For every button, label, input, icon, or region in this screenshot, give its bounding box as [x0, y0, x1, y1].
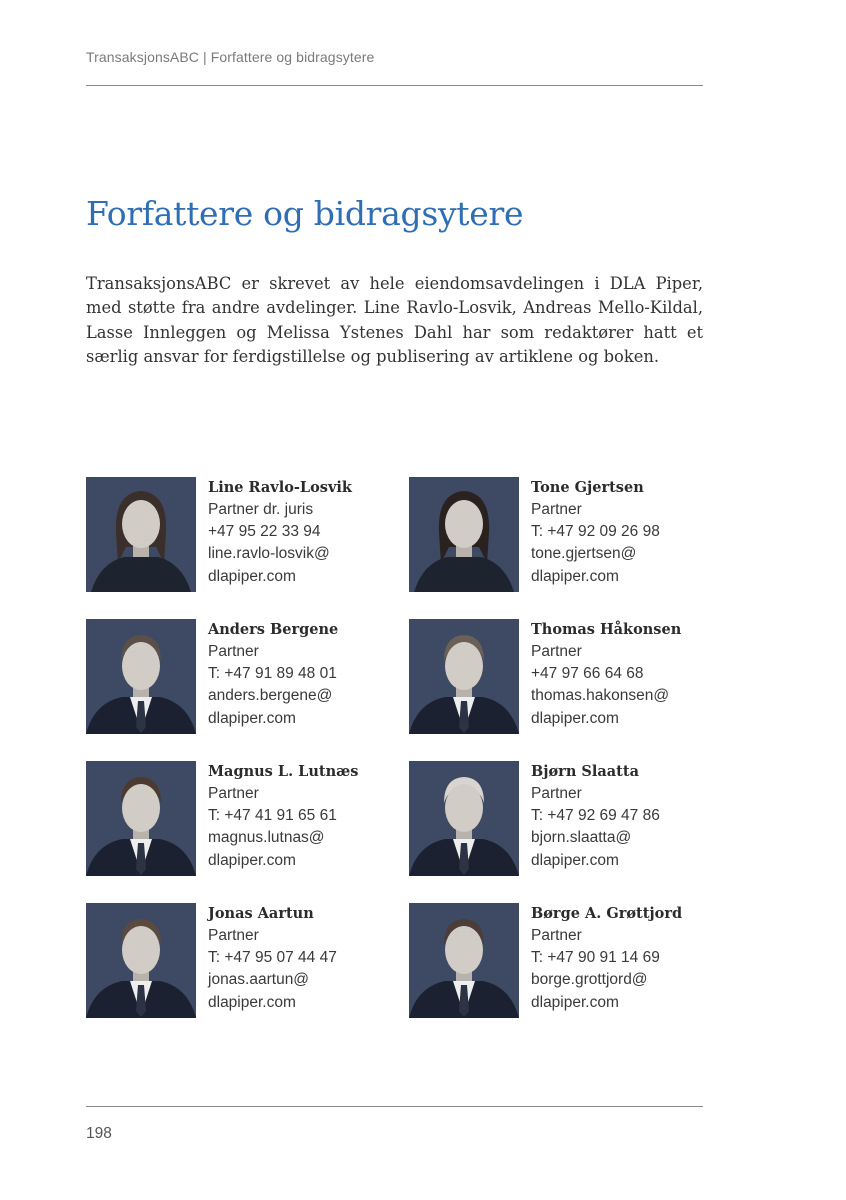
contributor-card — [86, 903, 386, 1019]
contributor-email-user[interactable]: borge.grottjord@ — [531, 971, 648, 989]
portrait-photo — [86, 761, 196, 876]
contributor-title: Partner — [531, 927, 582, 944]
contributor-phone: T: +47 92 09 26 98 — [531, 523, 660, 541]
portrait-silhouette — [409, 761, 519, 876]
contributor-phone: T: +47 95 07 44 47 — [208, 949, 337, 967]
intro-paragraph: TransaksjonsABC er skrevet av hele eiendomsavdelingen i DLA Piper, med støtte fra andre avdelinger. Line Ravlo-Losvik, Andreas Mello-Kildal, Lasse Innleggen og Melissa Ystenes Dahl har som redaktører hatt et særlig ansvar for ferdigstillelse og publisering av artiklene og boken. — [86, 274, 703, 366]
contributor-email-user[interactable]: bjorn.slaatta@ — [531, 829, 632, 847]
contributor-email-domain[interactable]: dlapiper.com — [531, 993, 619, 1011]
portrait-photo — [409, 761, 519, 876]
contributor-email-domain[interactable]: dlapiper.com — [531, 851, 619, 869]
contributor-card — [409, 619, 709, 735]
contributor-title: Partner — [208, 643, 259, 660]
portrait-silhouette — [86, 761, 196, 876]
contributor-card — [86, 477, 386, 593]
contributor-name: Line Ravlo-Losvik — [208, 479, 352, 496]
portrait-photo — [409, 903, 519, 1018]
contributor-phone: +47 97 66 64 68 — [531, 665, 644, 683]
contributor-name: Magnus L. Lutnæs — [208, 763, 359, 780]
portrait-photo — [409, 619, 519, 734]
footer-divider — [86, 1106, 703, 1107]
portrait-photo — [86, 619, 196, 734]
contributor-card — [86, 761, 386, 877]
contributor-email-domain[interactable]: dlapiper.com — [208, 567, 296, 585]
page-number: 198 — [86, 1125, 112, 1142]
contributor-title: Partner — [208, 927, 259, 944]
contributor-card — [86, 619, 386, 735]
running-header: TransaksjonsABC | Forfattere og bidragsytere — [86, 49, 375, 65]
contributor-email-user[interactable]: thomas.hakonsen@ — [531, 687, 670, 705]
portrait-silhouette — [86, 477, 196, 592]
contributor-email-user[interactable]: magnus.lutnas@ — [208, 829, 325, 847]
contributor-email-domain[interactable]: dlapiper.com — [208, 709, 296, 727]
contributor-card — [409, 903, 709, 1019]
contributor-card — [409, 477, 709, 593]
contributor-card — [409, 761, 709, 877]
contributor-phone: T: +47 41 91 65 61 — [208, 807, 337, 825]
portrait-silhouette — [86, 903, 196, 1018]
contributor-email-user[interactable]: line.ravlo-losvik@ — [208, 545, 330, 563]
contributor-email-user[interactable]: jonas.aartun@ — [208, 971, 310, 989]
contributor-phone: T: +47 90 91 14 69 — [531, 949, 660, 967]
contributor-title: Partner — [531, 785, 582, 802]
contributor-title: Partner dr. juris — [208, 501, 314, 518]
portrait-silhouette — [409, 477, 519, 592]
page-title: Forfattere og bidragsytere — [86, 194, 524, 233]
portrait-photo — [409, 477, 519, 592]
contributor-title: Partner — [208, 785, 259, 802]
contributor-email-domain[interactable]: dlapiper.com — [531, 567, 619, 585]
contributor-title: Partner — [531, 501, 582, 518]
contributor-name: Jonas Aartun — [208, 905, 314, 922]
portrait-silhouette — [409, 903, 519, 1018]
contributor-name: Anders Bergene — [208, 621, 339, 638]
portrait-photo — [86, 477, 196, 592]
contributor-email-domain[interactable]: dlapiper.com — [208, 993, 296, 1011]
contributor-name: Thomas Håkonsen — [531, 621, 682, 638]
contributor-name: Bjørn Slaatta — [531, 763, 639, 780]
contributor-email-domain[interactable]: dlapiper.com — [531, 709, 619, 727]
contributor-name: Børge A. Grøttjord — [531, 905, 683, 922]
contributor-name: Tone Gjertsen — [531, 479, 644, 496]
contributor-email-domain[interactable]: dlapiper.com — [208, 851, 296, 869]
portrait-silhouette — [86, 619, 196, 734]
contributor-email-user[interactable]: tone.gjertsen@ — [531, 545, 637, 563]
header-divider — [86, 85, 703, 86]
contributor-phone: T: +47 91 89 48 01 — [208, 665, 337, 683]
contributor-phone: T: +47 92 69 47 86 — [531, 807, 660, 825]
portrait-photo — [86, 903, 196, 1018]
contributor-title: Partner — [531, 643, 582, 660]
contributor-phone: +47 95 22 33 94 — [208, 523, 321, 541]
contributor-email-user[interactable]: anders.bergene@ — [208, 687, 333, 705]
portrait-silhouette — [409, 619, 519, 734]
